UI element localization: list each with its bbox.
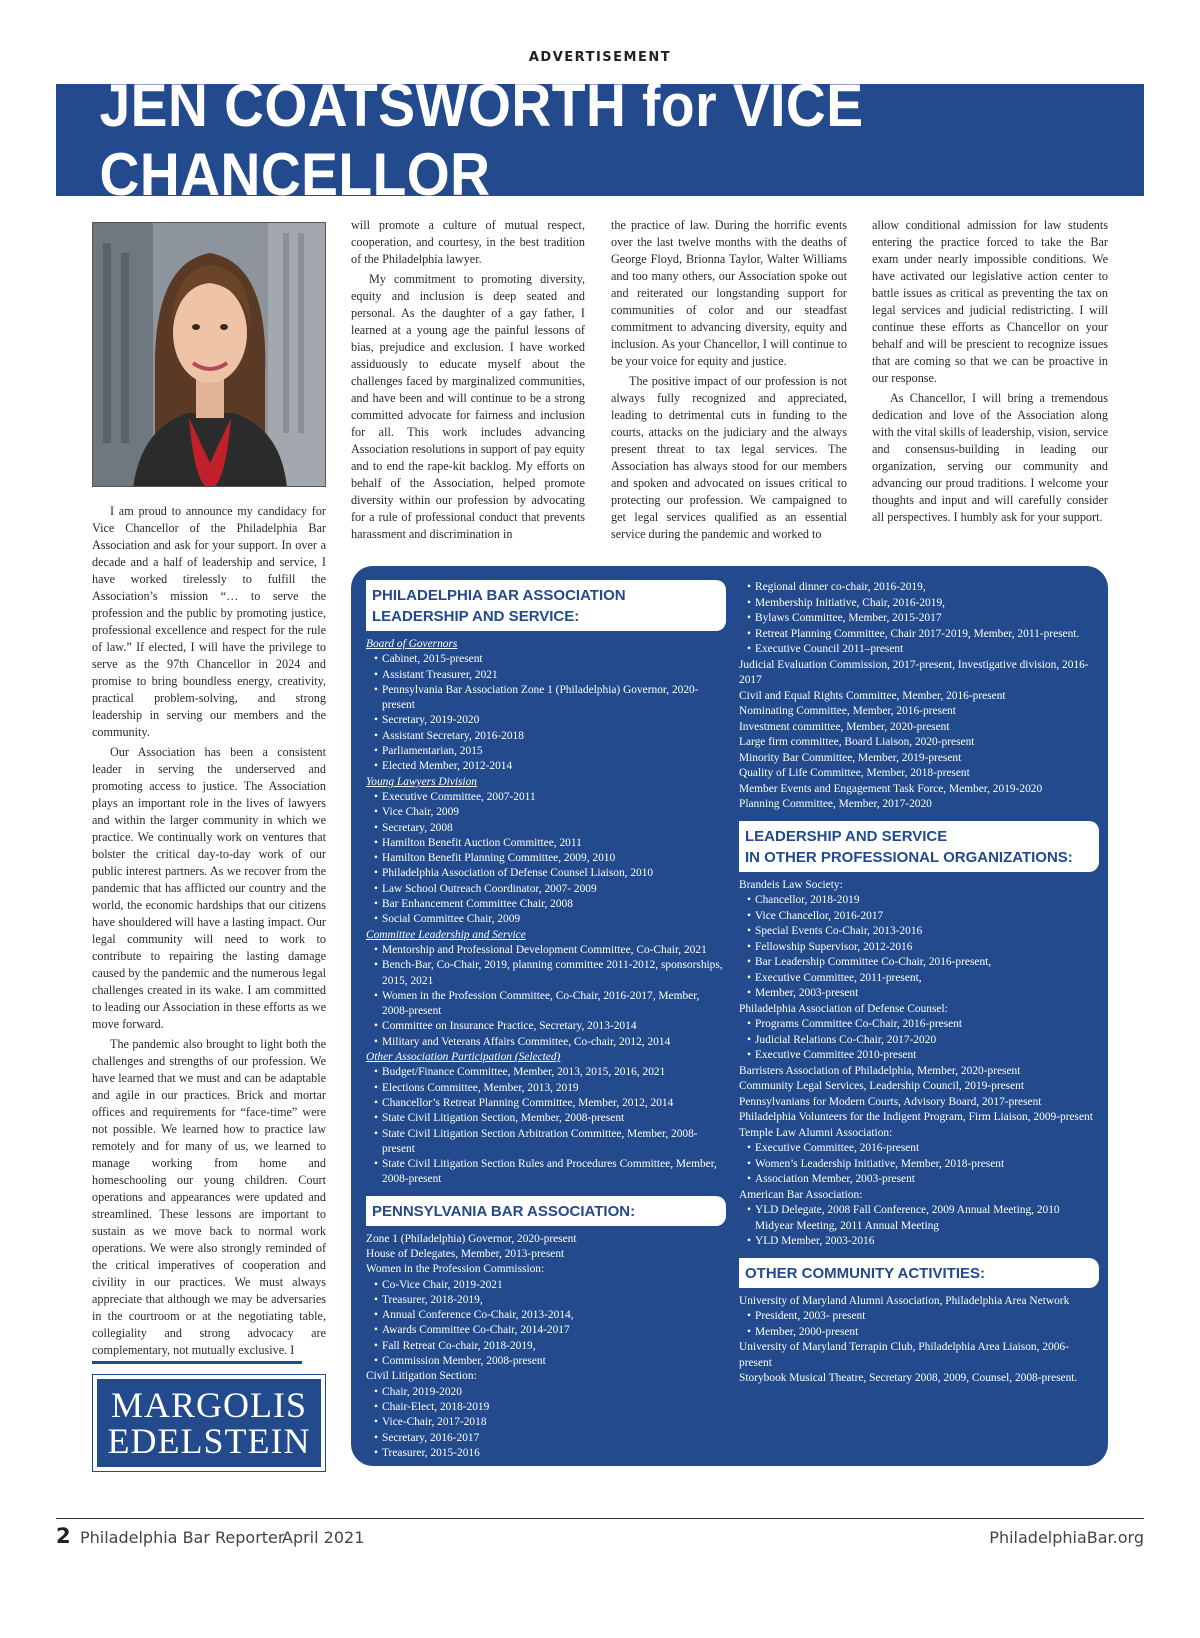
body-paragraph: the practice of law. During the horrific events over the last twelve months with the deaths of George Floyd, Brionna Taylor, Walter Williams and too many others, our Association spoke out and reiterated our longstanding support for communities of color and our steadfast commitment to advancing diversity, equity and inclusion. As your Chancellor, I will continue to be your voice for equity and justice. [611, 218, 847, 368]
list-item: • Executive Council 2011–present [739, 642, 1099, 658]
credentials-left-column [366, 580, 726, 1461]
list-item: • Chancellor, 2018-2019 [739, 893, 1099, 909]
list-entry: Storybook Musical Theatre, Secretary 2008, 2009, Counsel, 2008-present. [739, 1372, 1078, 1384]
list-item: • Regional dinner co-chair, 2016-2019, [739, 580, 1099, 596]
list-item: • Chair-Elect, 2018-2019 [366, 1400, 726, 1415]
list-item: • Fellowship Supervisor, 2012-2016 [739, 940, 1099, 956]
credentials-right-column [739, 580, 1099, 1387]
body-paragraph: Our Association has been a consistent leader in serving the underserved and promoting access to justice. The Association plays an important role in the lives of lawyers and within the larger community in which we practice. We continually work on ventures that bolster the critical day-to-day work of our public interest partners. As we recover from the pandemic that has afflicted our country and the world, the economic hardships that our citizens have shouldered will have a lasting impact. Our legal community will need to work to contribute to repairing the lasting damage caused by the pandemic and the numerous legal challenges created in its wake. I am committed to leading our Association in these efforts as we move forward. [92, 745, 326, 1031]
list-entry: Planning Committee, Member, 2017-2020 [739, 798, 932, 810]
section-heading-line: LEADERSHIP AND SERVICE: [372, 608, 580, 625]
subsection-heading: Other Association Participation (Selected) [366, 1051, 561, 1064]
section-heading [739, 1258, 1099, 1288]
list-entry: Nominating Committee, Member, 2016-present [739, 705, 956, 717]
list-item: • State Civil Litigation Section, Member, 2008-present [366, 1111, 726, 1126]
list-item: • Treasurer, 2018-2019, [366, 1293, 726, 1308]
list-entry: Women in the Profession Commission: [366, 1263, 545, 1276]
list-item: • President, 2003- present [739, 1309, 1099, 1325]
body-paragraph: I am proud to announce my candidacy for Vice Chancellor of the Philadelphia Bar Association and ask for your support. In over a decade and a half of leadership and service, I have worked tirelessly to fulfill the Association’s mission “… to serve the profession and the public by promoting justice, professional excellence and respect for the rule of law.” If elected, I will have the privilege to serve as the 97th Chancellor in 2024 and promise to bring boundless energy, creativity, practical problem-solving, and strong leadership in serving our members and the community. [92, 504, 326, 739]
list-item: • Executive Committee 2010-present [739, 1048, 1099, 1064]
list-item: • Law School Outreach Coordinator, 2007- 2009 [366, 882, 726, 897]
list-item: • Elected Member, 2012-2014 [366, 759, 726, 774]
publication-name: Philadelphia Bar Reporter [80, 1528, 285, 1547]
list-item: • Bylaws Committee, Member, 2015-2017 [739, 611, 1099, 627]
body-paragraph: The positive impact of our profession is not always fully recognized and appreciated, leading to detrimental cuts in funding to the courts, attacks on the judiciary and the always present threat to tax legal services. The Association has always stood for our members and spoken and advocated on issues critical to protecting our profession. We campaigned to get legal services qualified as an essential service during the pandemic and worked to [611, 374, 847, 541]
website-link[interactable]: PhiladelphiaBar.org [989, 1528, 1144, 1547]
list-item: • Chancellor’s Retreat Planning Committee, Member, 2012, 2014 [366, 1096, 726, 1111]
section-heading-line: IN OTHER PROFESSIONAL ORGANIZATIONS: [745, 848, 1073, 866]
list-item: • Hamilton Benefit Planning Committee, 2009, 2010 [366, 851, 726, 866]
list-item: • Annual Conference Co-Chair, 2013-2014, [366, 1308, 726, 1323]
credentials-panel [351, 566, 1108, 1466]
list-item: • Secretary, 2016-2017 [366, 1431, 726, 1446]
headline-banner [56, 72, 1144, 208]
list-entry: Temple Law Alumni Association: [739, 1126, 893, 1139]
list-item: • Bar Enhancement Committee Chair, 2008 [366, 897, 726, 912]
list-entry: Brandeis Law Society: [739, 878, 843, 891]
subsection-heading: Board of Governors [366, 638, 458, 650]
candidate-photo [92, 222, 326, 487]
list-entry: Philadelphia Volunteers for the Indigent Program, Firm Liaison, 2009-present [739, 1111, 1093, 1123]
page-title: JEN COATSWORTH for VICE CHANCELLOR [99, 72, 864, 208]
advertisement-label: ADVERTISEMENT [528, 50, 672, 65]
list-item: • Secretary, 2019-2020 [366, 713, 726, 728]
body-column-1 [92, 503, 326, 1362]
list-item: • Member, 2003-present [739, 986, 1099, 1002]
list-item: • Social Committee Chair, 2009 [366, 912, 726, 927]
list-entry: American Bar Association: [739, 1188, 863, 1201]
body-paragraph: As Chancellor, I will bring a tremendous dedication and love of the Association along with the vital skills of leadership, vision, service and consensus-building in leading our organization, serving our community and advancing our proud traditions. I welcome your thoughts and input and will carefully consider all perspectives. I humbly ask for your support. [872, 391, 1108, 524]
body-paragraph: allow conditional admission for law students entering the practice forced to take the Bar exam under nearly impossible conditions. We have activated our legislative action center to battle issues as critical as preventing the tax on legal services and judicial redistricting. I will continue these efforts as Chancellor on your behalf and will be prescient to recognize issues that are coming so that we can be proactive in our response. [872, 218, 1108, 385]
list-entry: Member Events and Engagement Task Force, Member, 2019-2020 [739, 782, 1043, 795]
section-heading-line: PENNSYLVANIA BAR ASSOCIATION: [372, 1202, 636, 1220]
list-entry: House of Delegates, Member, 2013-present [366, 1247, 565, 1260]
list-item: • Special Events Co-Chair, 2013-2016 [739, 924, 1099, 940]
list-item: • Philadelphia Association of Defense Counsel Liaison, 2010 [366, 866, 726, 881]
list-item: • YLD Delegate, 2008 Fall Conference, 2009 Annual Meeting, 2010 Midyear Meeting, 2011 Annual Meeting [739, 1203, 1099, 1234]
section-heading [739, 821, 1099, 872]
subsection-heading: Young Lawyers Division [366, 775, 477, 788]
list-item: • Programs Committee Co-Chair, 2016-present [739, 1017, 1099, 1033]
list-entry: Barristers Association of Philadelphia, Member, 2020-present [739, 1064, 1021, 1077]
list-item: • State Civil Litigation Section Rules and Procedures Committee, Member, 2008-present [366, 1157, 726, 1188]
list-entry: Pennsylvanians for Modern Courts, Advisory Board, 2017-present [739, 1095, 1042, 1108]
list-item: • Retreat Planning Committee, Chair 2017-2019, Member, 2011-present. [739, 627, 1099, 643]
list-item: • Women’s Leadership Initiative, Member, 2018-present [739, 1157, 1099, 1173]
section-heading [366, 1196, 726, 1226]
list-item: • Budget/Finance Committee, Member, 2013, 2015, 2016, 2021 [366, 1065, 726, 1080]
body-paragraph: My commitment to promoting diversity, equity and inclusion is deep seated and personal. As the daughter of a gay father, I learned at a young age the painful lessons of bias, prejudice and exclusion. I have worked assiduously to educate myself about the challenges faced by marginalized communities, and have been and will continue to be a strong committed advocate for fairness and inclusion for all. This work includes advancing Association resolutions in support of pay equity and to end the rape-kit backlog. My efforts on behalf of the Association, helped promote diversity within our profession by advocating for a rule of professional conduct that prevents harassment and discrimination in [351, 272, 585, 541]
list-entry: Civil and Equal Rights Committee, Member, 2016-present [739, 689, 1006, 702]
list-entry: University of Maryland Terrapin Club, Philadelphia Area Liaison, 2006-present [739, 1341, 1069, 1369]
section-heading-line: LEADERSHIP AND SERVICE [745, 827, 948, 845]
body-column-3 [611, 217, 847, 546]
list-item: • Parliamentarian, 2015 [366, 744, 726, 759]
list-item: • Co-Vice Chair, 2019-2021 [366, 1278, 726, 1293]
list-item: • Executive Committee, 2007-2011 [366, 790, 726, 805]
sponsor-logo [92, 1374, 326, 1472]
list-item: • Committee on Insurance Practice, Secretary, 2013-2014 [366, 1019, 726, 1034]
list-item: • Military and Veterans Affairs Committee, Co-chair, 2012, 2014 [366, 1035, 726, 1050]
list-item: • Cabinet, 2015-present [366, 652, 726, 667]
list-item: • Vice Chair, 2009 [366, 805, 726, 820]
list-item: • Pennsylvania Bar Association Zone 1 (Philadelphia) Governor, 2020-present [366, 683, 726, 714]
list-entry: Quality of Life Committee, Member, 2018-present [739, 767, 970, 779]
list-item: • Bench-Bar, Co-Chair, 2019, planning committee 2011-2012, sponsorships, 2015, 2021 [366, 958, 726, 989]
logo-text: EDELSTEIN [107, 1421, 311, 1461]
list-entry: Civil Litigation Section: [366, 1370, 477, 1383]
list-item: • Vice-Chair, 2017-2018 [366, 1415, 726, 1430]
section-heading-line: PHILADELPHIA BAR ASSOCIATION [372, 587, 626, 604]
list-entry: Community Legal Services, Leadership Council, 2019-present [739, 1080, 1025, 1092]
section-heading-line: OTHER COMMUNITY ACTIVITIES: [745, 1264, 985, 1282]
body-paragraph: will promote a culture of mutual respect, cooperation, and courtesy, in the best tradition of the Philadelphia lawyer. [351, 218, 585, 266]
divider [92, 1361, 302, 1364]
list-entry: Investment committee, Member, 2020-present [739, 720, 950, 733]
list-item: • State Civil Litigation Section Arbitration Committee, Member, 2008-present [366, 1127, 726, 1158]
list-item: • Member, 2000-present [739, 1325, 1099, 1341]
list-item: • Bar Leadership Committee Co-Chair, 2016-present, [739, 955, 1099, 971]
list-item: • Mentorship and Professional Development Committee, Co-Chair, 2021 [366, 943, 726, 958]
list-entry: University of Maryland Alumni Association, Philadelphia Area Network [739, 1294, 1070, 1307]
list-item: • Secretary, 2008 [366, 821, 726, 836]
list-entry: Judicial Evaluation Commission, 2017-present, Investigative division, 2016-2017 [739, 658, 1089, 686]
list-item: • Vice Chancellor, 2016-2017 [739, 909, 1099, 925]
list-entry: Minority Bar Committee, Member, 2019-present [739, 751, 962, 764]
list-entry: Zone 1 (Philadelphia) Governor, 2020-present [366, 1232, 577, 1245]
list-item: • Judicial Relations Co-Chair, 2017-2020 [739, 1033, 1099, 1049]
issue-date: April 2021 [282, 1528, 365, 1547]
list-item: • Assistant Secretary, 2016-2018 [366, 729, 726, 744]
list-item: • Elections Committee, Member, 2013, 2019 [366, 1081, 726, 1096]
list-item: • Fall Retreat Co-chair, 2018-2019, [366, 1339, 726, 1354]
list-entry: Philadelphia Association of Defense Counsel: [739, 1002, 948, 1015]
logo-text: MARGOLIS [110, 1385, 307, 1425]
list-item: • Hamilton Benefit Auction Committee, 2011 [366, 836, 726, 851]
list-item: • Commission Member, 2008-present [366, 1354, 726, 1369]
list-entry: Large firm committee, Board Liaison, 2020-present [739, 736, 975, 748]
list-item: • Assistant Treasurer, 2021 [366, 668, 726, 683]
page-number: 2 [56, 1524, 71, 1548]
body-paragraph: The pandemic also brought to light both the challenges and strengths of our profession. We have learned that we must and can be adaptable and agile in our practices. Brick and mortar offices and requirements for “face-time” were not possible. We learned how to practice law remotely and for many of us, we learned to manage working from home and homeschooling our young children. Court operations and appearances were updated and streamlined. These lessons are important to sustain as we move back to normal work operations. We were also strongly reminded of the critical imperatives of cooperation and civility in our practices. We must always appreciate that although we may be adversaries in the courtroom or at the negotiating table, collegiality and strong advocacy are complementary, not mutually exclusive. I [92, 1037, 326, 1357]
list-item: • Executive Committee, 2016-present [739, 1141, 1099, 1157]
list-item: • Awards Committee Co-Chair, 2014-2017 [366, 1323, 726, 1338]
section-heading [366, 580, 726, 631]
body-column-2 [351, 217, 585, 546]
subsection-heading: Committee Leadership and Service [366, 928, 526, 941]
list-item: • Women in the Profession Committee, Co-Chair, 2016-2017, Member, 2008-present [366, 989, 726, 1020]
list-item: • Association Member, 2003-present [739, 1172, 1099, 1188]
list-item: • Executive Committee, 2011-present, [739, 971, 1099, 987]
body-column-4 [872, 217, 1108, 529]
list-item: • YLD Member, 2003-2016 [739, 1234, 1099, 1250]
list-item: • Membership Initiative, Chair, 2016-2019, [739, 596, 1099, 612]
list-item: • Treasurer, 2015-2016 [366, 1446, 726, 1461]
footer-divider [56, 1518, 1144, 1519]
list-item: • Chair, 2019-2020 [366, 1385, 726, 1400]
